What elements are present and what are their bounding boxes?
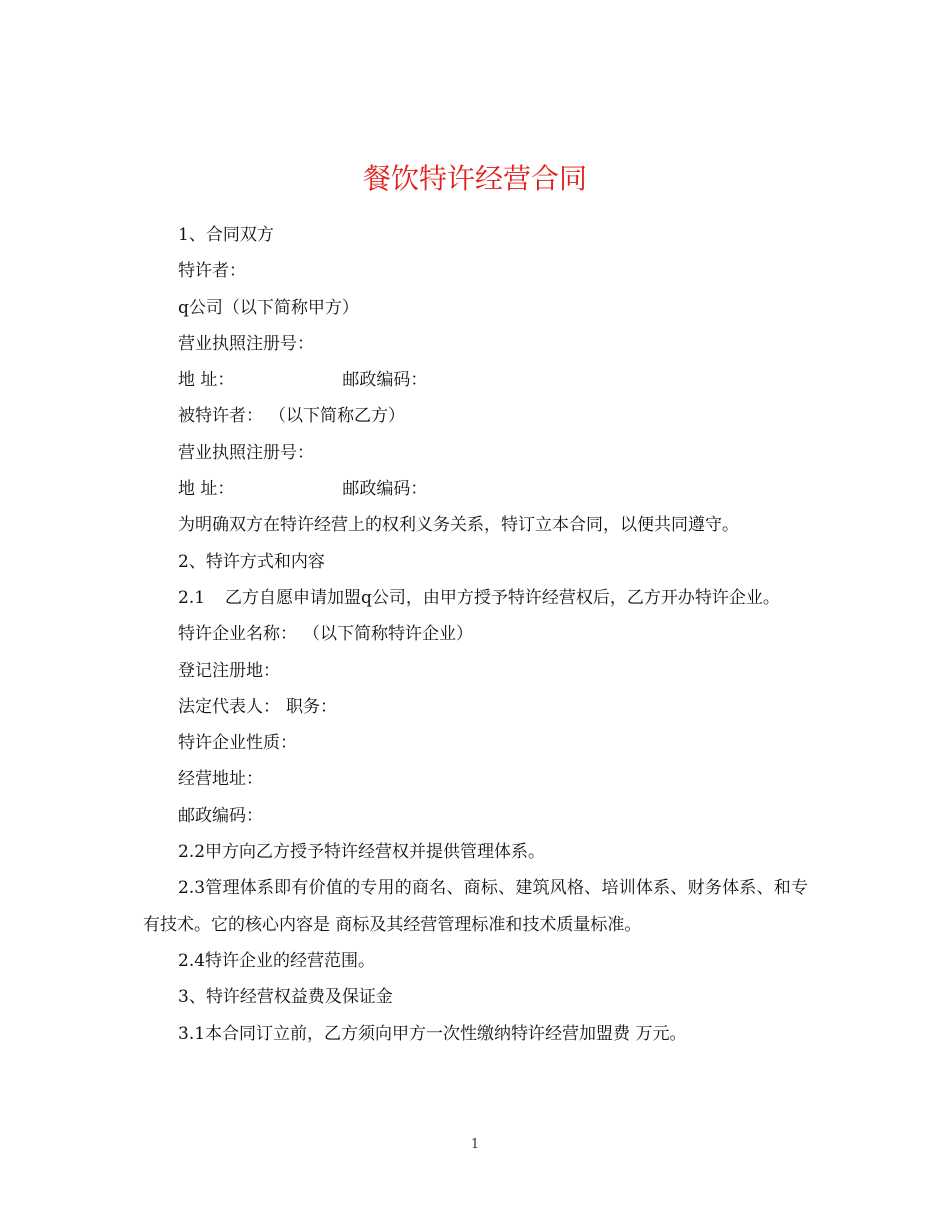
postcode-label: 邮政编码： [342,479,428,500]
section-heading-fees: 3、特许经营权益费及保证金 [178,987,393,1008]
franchisor-label: 特许者： [178,261,246,282]
franchisee-license-label: 营业执照注册号： [178,442,314,463]
section-heading-franchise-method: 2、特许方式和内容 [178,551,325,572]
clause-2-2: 2.2甲方向乙方授予特许经营权并提供管理体系。 [178,842,546,863]
clause-2-1 [143,580,808,616]
franchisee-address-line [143,471,808,507]
postcode-line: 邮政编码： [178,805,263,826]
clause-3-1: 3.1本合同订立前，乙方须向甲方一次性缴纳特许经营加盟费 万元。 [178,1023,687,1044]
enterprise-alias: （以下简称特许企业） [303,624,473,645]
purpose-paragraph: 为明确双方在特许经营上的权利义务关系，特订立本合同，以便共同遵守。 [178,515,739,536]
legal-representative-line [143,689,808,725]
position-label: 职务： [286,696,337,717]
franchisee-alias: （以下简称乙方） [269,406,405,427]
legal-rep-label: 法定代表人： [178,696,280,717]
section-heading-parties: 1、合同双方 [178,225,274,245]
enterprise-nature-label: 特许企业性质： [178,733,297,754]
page-number: 1 [470,1137,480,1152]
franchisor-license-label: 营业执照注册号： [178,333,314,354]
clause-text: 乙方自愿申请加盟q公司，由甲方授予特许经营权后，乙方开办特许企业。 [225,587,780,608]
franchisee-label: 被特许者： [178,406,263,427]
clause-number: 2.1 [178,587,206,608]
business-address-label: 经营地址： [178,769,263,790]
address-label: 地 址： [178,370,235,391]
franchisee-line [143,398,808,434]
franchise-enterprise-name-line [143,616,808,652]
clause-2-4: 2.4特许企业的经营范围。 [178,950,376,971]
document-title: 餐饮特许经营合同 [362,161,587,195]
registration-place-label: 登记注册地： [178,660,280,681]
clause-2-3: 2.3管理体系即有价值的专用的商名、商标、建筑风格、培训体系、财务体系、和专有技术。它的核心内容是 商标及其经营管理标准和技术质量标准。 [143,878,808,935]
postcode-label: 邮政编码： [342,370,428,391]
franchisor-address-line [143,362,808,398]
enterprise-name-label: 特许企业名称： [178,624,297,645]
address-label: 地 址： [178,479,235,500]
document-body [143,217,808,1052]
franchisor-name: q公司（以下简称甲方） [178,297,359,318]
